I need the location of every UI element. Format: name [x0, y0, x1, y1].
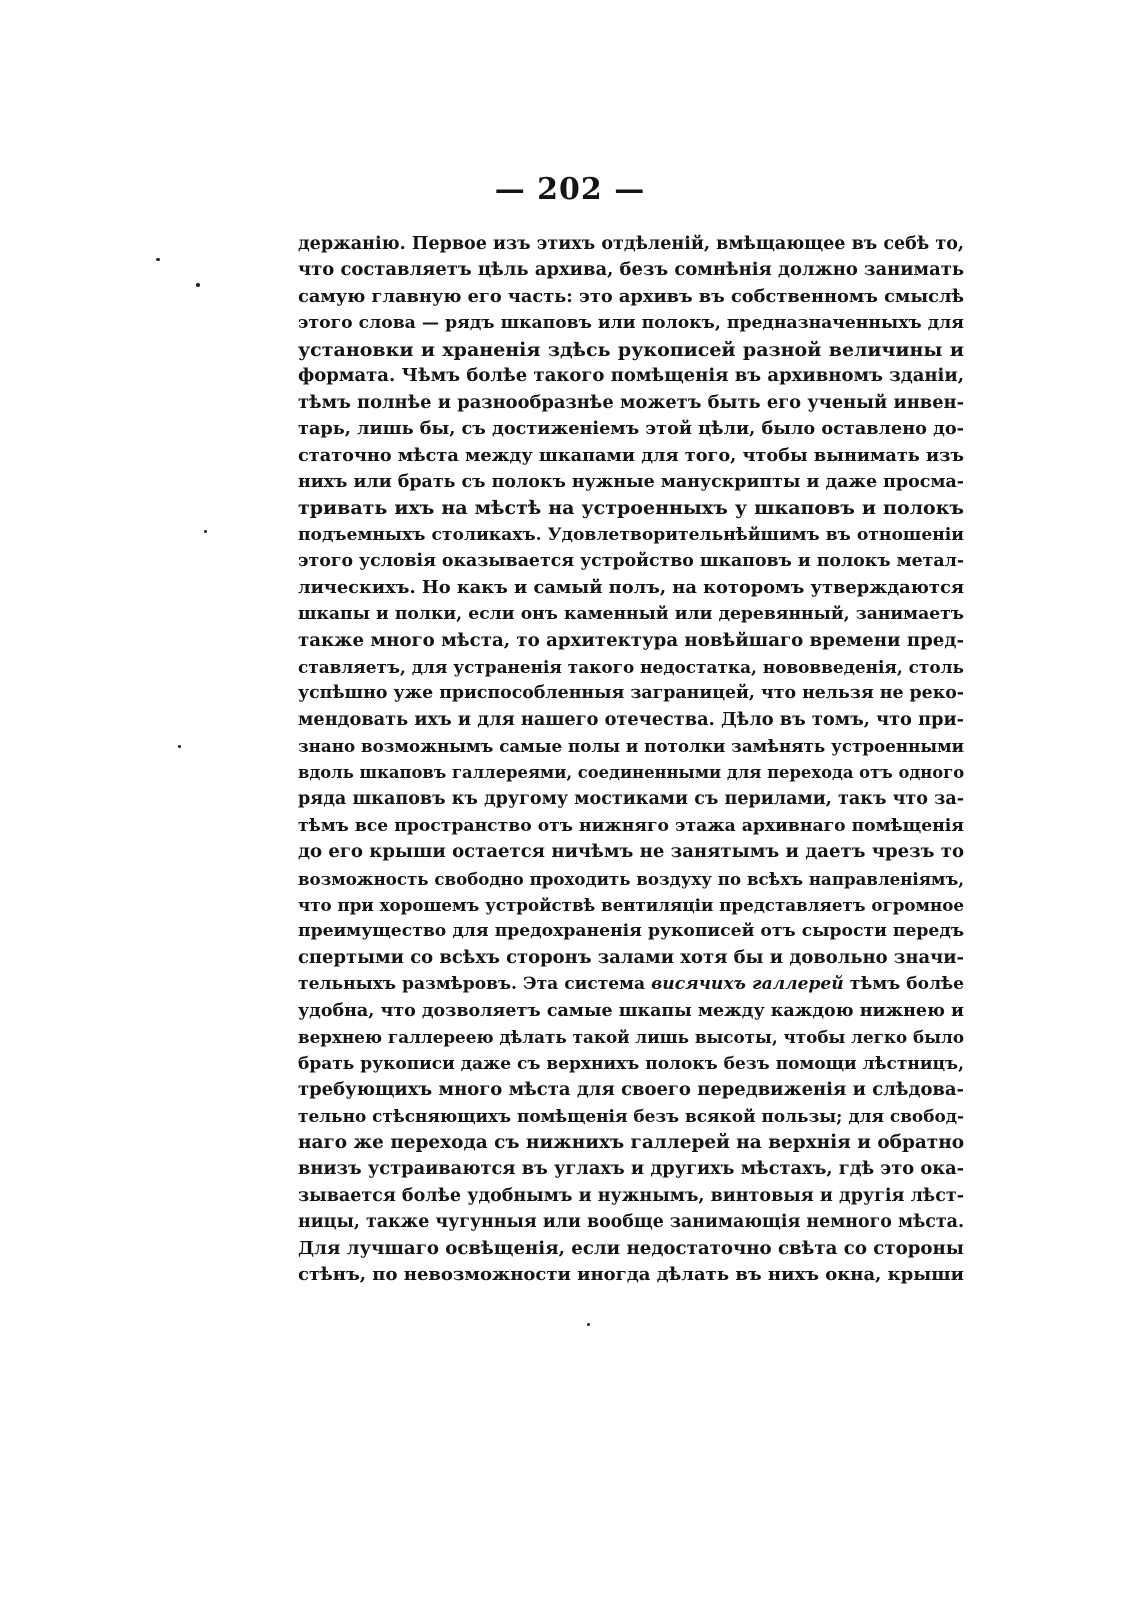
body-text [298, 231, 964, 1289]
text-line: удобна, что дозволяетъ самые шкапы между каждою нижнею и [298, 1000, 964, 1021]
margin-speck [178, 745, 181, 748]
text-line: знано возможнымъ самые полы и потолки замѣнять устроенными [298, 736, 964, 757]
text-line: подъемныхъ столикахъ. Удовлетворительнѣйшимъ въ отношеніи [298, 524, 964, 545]
text-line: верхнею галлереею дѣлать такой лишь высоты, чтобы легко было [298, 1027, 964, 1048]
text-line: шкапы и полки, если онъ каменный или деревянный, занимаетъ [298, 604, 964, 625]
text-line: вдоль шкаповъ галлереями, соединенными для перехода отъ одного [298, 762, 965, 782]
text-line: успѣшно уже приспособленныя заграницей, что нельзя не реко- [298, 683, 964, 704]
text-line: лическихъ. Но какъ и самый полъ, на которомъ утверждаются [298, 576, 964, 598]
margin-speck [587, 1323, 590, 1326]
text-line: требующихъ много мѣста для своего передвиженія и слѣдова- [298, 1079, 964, 1100]
text-line: что составляетъ цѣль архива, безъ сомнѣнія должно занимать [298, 259, 965, 281]
text-line: мендовать ихъ и для нашего отечества. Дѣло въ томъ, что при- [298, 708, 964, 730]
text-line: формата. Чѣмъ болѣе такого помѣщенія въ архивномъ зданіи, [298, 365, 964, 387]
text-line: статочно мѣста между шкапами для того, чтобы вынимать изъ [298, 444, 964, 466]
text-line: ницы, также чугунныя или вообще занимающія немного мѣста. [298, 1212, 964, 1233]
text-line: возможность свободно проходить воздуху по всѣхъ направленіямъ, [298, 868, 964, 889]
text-line: ставляетъ, для устраненія такого недостатка, нововведенія, столь [298, 657, 964, 677]
text-line: что при хорошемъ устройствѣ вентиляціи представляетъ огромное [298, 894, 964, 915]
text-line: внизъ устраиваются въ углахъ и другихъ мѣстахъ, гдѣ это ока- [298, 1158, 964, 1180]
text-line: нихъ или брать съ полокъ нужные манускрипты и даже просма- [298, 471, 964, 492]
text-line: также много мѣста, то архитектура новѣйшаго времени пред- [298, 629, 964, 651]
text-line: этого условія оказывается устройство шкаповъ и полокъ метал- [298, 551, 965, 572]
text-line: зывается болѣе удобнымъ и нужнымъ, винтовыя и другія лѣст- [298, 1185, 964, 1206]
text-line: тарь, лишь бы, съ достиженіемъ этой цѣли, было оставлено до- [298, 418, 964, 440]
text-line: тельно стѣсняющихъ помѣщенія безъ всякой пользы; для свобод- [298, 1106, 964, 1127]
text-segment: тельныхъ размѣровъ. Эта система [298, 974, 652, 995]
text-line: этого слова — рядъ шкаповъ или полокъ, предназначенныхъ для [298, 313, 964, 334]
text-line: тривать ихъ на мѣстѣ на устроенныхъ у шкаповъ и полокъ [298, 497, 964, 520]
text-line: спертыми со всѣхъ сторонъ залами хотя бы и довольно значи- [298, 946, 964, 968]
margin-speck [156, 258, 160, 261]
text-line [298, 971, 964, 997]
margin-speck [196, 283, 200, 287]
text-segment: тѣмъ болѣе [843, 974, 964, 995]
text-line: брать рукописи даже съ верхнихъ полокъ безъ помощи лѣстницъ, [298, 1053, 964, 1074]
text-line: держанію. Первое изъ этихъ отдѣленій, вмѣщающее въ себѣ то, [298, 234, 964, 254]
italic-phrase: висячихъ галлерей [651, 974, 844, 995]
margin-speck [204, 530, 207, 533]
text-line: Для лучшаго освѣщенія, если недостаточно свѣта со стороны [298, 1237, 964, 1259]
text-line: преимущество для предохраненія рукописей отъ сырости передъ [298, 921, 964, 942]
text-line: тѣмъ все пространство отъ нижняго этажа архивнаго помѣщенія [298, 815, 964, 836]
text-line: самую главную его часть: это архивъ въ собственномъ смыслѣ [298, 285, 964, 307]
page-number: — 202 — [494, 172, 646, 207]
text-line: тѣмъ полнѣе и разнообразнѣе можетъ быть его ученый инвен- [298, 391, 964, 413]
text-line: ряда шкаповъ къ другому мостиками съ перилами, такъ что за- [298, 789, 964, 810]
text-line: наго же перехода съ нижнихъ галлерей на верхнія и обратно [298, 1131, 964, 1153]
text-line: стѣнъ, по невозможности иногда дѣлать въ нихъ окна, крыши [298, 1264, 964, 1286]
text-line: установки и храненія здѣсь рукописей разной величины и [298, 338, 964, 361]
text-line: до его крыши остается ничѣмъ не занятымъ и даетъ чрезъ то [298, 841, 964, 863]
